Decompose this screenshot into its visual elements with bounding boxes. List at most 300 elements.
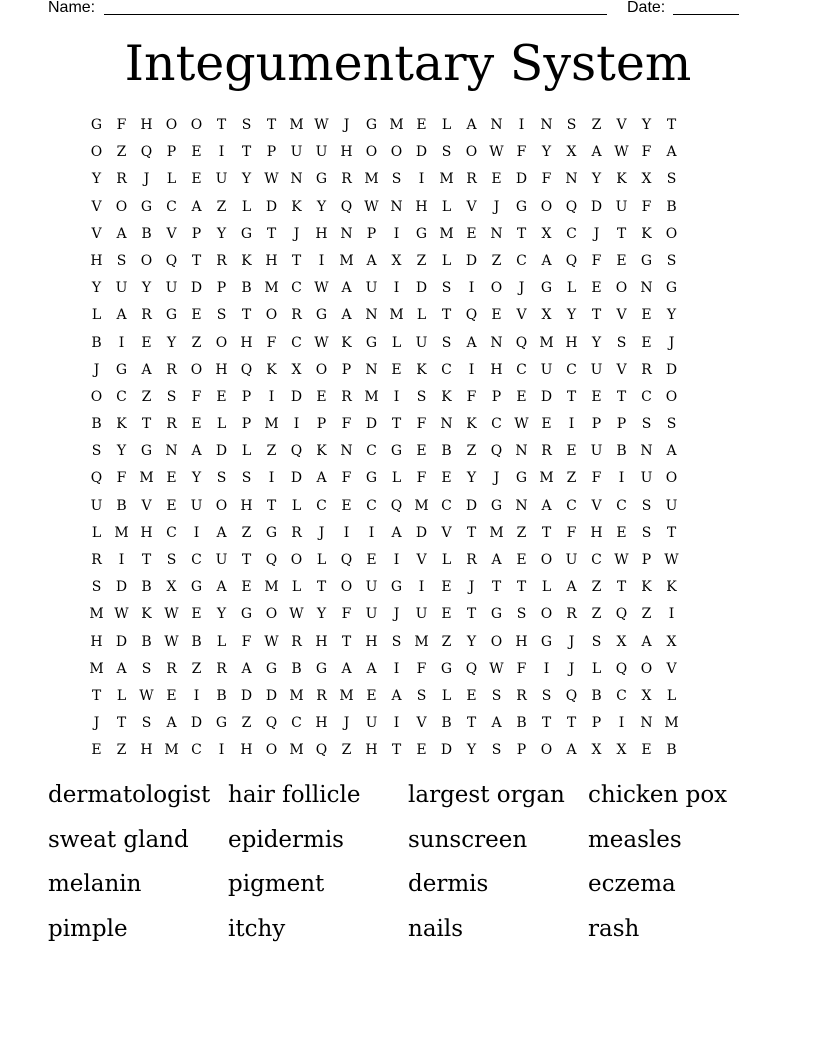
grid-letter: S xyxy=(166,388,177,405)
grid-letter: Z xyxy=(441,633,452,650)
grid-letter: M xyxy=(414,633,429,650)
grid-letter: O xyxy=(90,388,103,405)
grid-letter: T xyxy=(441,307,452,324)
word-list-item: pigment xyxy=(228,871,325,897)
grid-letter: N xyxy=(515,443,528,460)
grid-letter: W xyxy=(664,552,679,568)
grid-letter: V xyxy=(91,198,102,215)
grid-letter: I xyxy=(268,388,275,405)
grid-letter: W xyxy=(264,633,279,650)
grid-letter: T xyxy=(241,307,252,324)
grid-letter: E xyxy=(466,225,477,242)
grid-letter: R xyxy=(166,660,177,677)
grid-letter: H xyxy=(265,252,278,269)
grid-letter: O xyxy=(165,117,178,133)
grid-letter: A xyxy=(366,252,377,269)
grid-letter: D xyxy=(265,198,278,215)
grid-letter: N xyxy=(490,225,503,242)
grid-letter: S xyxy=(216,307,227,324)
grid-letter: S xyxy=(91,443,102,460)
grid-letter: A xyxy=(191,198,202,215)
grid-letter: F xyxy=(641,198,652,215)
grid-letter: Q xyxy=(390,497,403,514)
grid-letter: G xyxy=(515,198,528,215)
grid-letter: A xyxy=(216,579,227,596)
grid-letter: G xyxy=(365,117,378,133)
grid-letter: N xyxy=(365,307,378,324)
grid-letter: Z xyxy=(466,443,477,460)
grid-letter: C xyxy=(116,388,127,405)
grid-letter: Y xyxy=(316,606,327,623)
grid-letter: T xyxy=(566,715,577,732)
grid-letter: Q xyxy=(615,606,628,623)
grid-letter: D xyxy=(665,361,678,378)
grid-row xyxy=(84,602,734,629)
grid-letter: F xyxy=(116,117,127,133)
grid-letter: M xyxy=(164,742,179,759)
grid-row xyxy=(84,303,734,330)
grid-letter: Z xyxy=(566,470,577,487)
grid-letter: O xyxy=(490,280,503,297)
grid-letter: I xyxy=(218,742,225,759)
grid-letter: B xyxy=(91,334,102,351)
grid-letter: W xyxy=(314,117,329,133)
grid-letter: N xyxy=(565,171,578,188)
grid-letter: C xyxy=(291,715,302,732)
grid-letter: V xyxy=(516,307,527,324)
grid-letter: V xyxy=(141,497,152,514)
grid-letter: Y xyxy=(91,280,102,297)
grid-letter: F xyxy=(341,606,352,623)
grid-letter: A xyxy=(666,144,677,161)
grid-letter: E xyxy=(516,388,527,405)
grid-letter: I xyxy=(393,552,400,568)
grid-letter: I xyxy=(268,470,275,487)
grid-row xyxy=(84,466,734,493)
grid-letter: X xyxy=(391,252,402,269)
grid-letter: E xyxy=(416,117,427,133)
date-label: Date: xyxy=(627,0,666,16)
grid-letter: F xyxy=(116,470,127,487)
grid-letter: P xyxy=(191,225,202,242)
grid-letter: I xyxy=(368,524,375,541)
grid-letter: A xyxy=(391,687,402,704)
grid-letter: E xyxy=(191,307,202,324)
grid-letter: I xyxy=(418,171,425,188)
grid-letter: A xyxy=(566,579,577,596)
grid-letter: F xyxy=(241,633,252,650)
grid-letter: H xyxy=(565,334,578,351)
grid-letter: Z xyxy=(591,579,602,596)
grid-letter: I xyxy=(568,416,575,433)
grid-letter: J xyxy=(668,334,675,351)
word-list-item: hair follicle xyxy=(228,782,361,808)
grid-letter: N xyxy=(540,117,553,133)
grid-letter: S xyxy=(641,497,652,514)
grid-letter: S xyxy=(241,117,252,133)
grid-letter: E xyxy=(441,470,452,487)
grid-letter: T xyxy=(266,225,277,242)
word-list-item: rash xyxy=(588,915,640,942)
grid-letter: P xyxy=(266,144,277,161)
grid-letter: G xyxy=(665,280,678,297)
grid-letter: L xyxy=(116,687,127,704)
grid-letter: J xyxy=(593,225,600,242)
grid-letter: Z xyxy=(516,524,527,541)
grid-letter: O xyxy=(615,280,628,297)
grid-letter: V xyxy=(416,552,427,568)
grid-letter: Y xyxy=(116,443,127,460)
grid-letter: D xyxy=(515,171,528,188)
grid-letter: N xyxy=(340,225,353,242)
grid-letter: S xyxy=(666,416,677,433)
grid-letter: E xyxy=(166,497,177,514)
grid-letter: C xyxy=(291,334,302,351)
grid-letter: W xyxy=(614,552,629,568)
grid-letter: T xyxy=(316,579,327,596)
grid-letter: J xyxy=(143,171,150,188)
grid-letter: T xyxy=(191,252,202,269)
grid-letter: D xyxy=(115,633,128,650)
name-label: Name: xyxy=(48,0,96,16)
grid-letter: J xyxy=(568,633,575,650)
grid-letter: A xyxy=(466,334,477,351)
grid-letter: U xyxy=(315,144,328,161)
grid-letter: T xyxy=(666,117,677,133)
grid-letter: C xyxy=(366,443,377,460)
grid-letter: O xyxy=(215,497,228,514)
grid-letter: E xyxy=(466,687,477,704)
grid-letter: A xyxy=(141,361,152,378)
grid-letter: S xyxy=(441,144,452,161)
grid-letter: O xyxy=(315,361,328,378)
grid-letter: O xyxy=(665,470,678,487)
grid-letter: U xyxy=(115,280,128,297)
grid-row xyxy=(84,140,734,167)
grid-letter: M xyxy=(89,606,104,623)
grid-letter: T xyxy=(266,497,277,514)
grid-letter: U xyxy=(590,361,603,378)
grid-letter: W xyxy=(514,416,529,433)
grid-row xyxy=(84,684,734,711)
grid-letter: N xyxy=(365,361,378,378)
grid-letter: U xyxy=(365,715,378,732)
grid-letter: S xyxy=(491,742,502,759)
grid-letter: T xyxy=(466,606,477,623)
grid-letter: E xyxy=(241,579,252,596)
grid-letter: D xyxy=(465,252,478,269)
grid-letter: I xyxy=(468,361,475,378)
grid-letter: M xyxy=(264,280,279,297)
grid-letter: L xyxy=(391,334,402,351)
grid-letter: H xyxy=(365,633,378,650)
grid-letter: X xyxy=(641,687,652,704)
grid-letter: N xyxy=(440,416,453,433)
grid-letter: T xyxy=(541,524,552,541)
grid-letter: D xyxy=(540,388,553,405)
grid-letter: U xyxy=(215,552,228,568)
grid-letter: T xyxy=(591,307,602,324)
grid-letter: Q xyxy=(465,660,478,677)
grid-letter: J xyxy=(518,280,525,297)
grid-letter: L xyxy=(166,171,177,188)
grid-letter: Q xyxy=(165,252,178,269)
grid-letter: S xyxy=(391,171,402,188)
grid-letter: A xyxy=(341,660,352,677)
grid-letter: Z xyxy=(141,388,152,405)
word-list-item: sunscreen xyxy=(408,826,528,853)
grid-letter: I xyxy=(393,388,400,405)
grid-letter: S xyxy=(91,579,102,596)
grid-letter: G xyxy=(140,443,153,460)
grid-letter: X xyxy=(541,225,552,242)
grid-letter: J xyxy=(343,117,350,133)
grid-letter: V xyxy=(591,497,602,514)
grid-letter: M xyxy=(389,307,404,324)
grid-letter: Y xyxy=(466,633,477,650)
grid-letter: J xyxy=(318,524,325,541)
grid-letter: N xyxy=(290,171,303,188)
grid-letter: S xyxy=(416,687,427,704)
grid-letter: F xyxy=(191,388,202,405)
grid-letter: K xyxy=(241,252,252,269)
grid-letter: E xyxy=(491,307,502,324)
grid-letter: U xyxy=(540,361,553,378)
grid-letter: W xyxy=(264,171,279,188)
grid-letter: T xyxy=(516,579,527,596)
grid-letter: R xyxy=(316,687,327,704)
grid-letter: S xyxy=(441,334,452,351)
grid-letter: J xyxy=(293,225,300,242)
grid-letter: P xyxy=(241,416,252,433)
grid-letter: H xyxy=(515,633,528,650)
grid-letter: J xyxy=(393,606,400,623)
grid-letter: C xyxy=(166,198,177,215)
grid-letter: A xyxy=(641,633,652,650)
grid-row xyxy=(84,738,734,765)
grid-letter: L xyxy=(666,687,677,704)
grid-letter: U xyxy=(365,579,378,596)
grid-letter: D xyxy=(465,497,478,514)
grid-letter: I xyxy=(393,715,400,732)
grid-letter: B xyxy=(116,497,127,514)
grid-letter: S xyxy=(116,252,127,269)
grid-letter: O xyxy=(665,388,678,405)
grid-letter: D xyxy=(415,144,428,161)
grid-letter: Y xyxy=(91,171,102,188)
grid-letter: M xyxy=(364,388,379,405)
grid-letter: W xyxy=(364,198,379,215)
grid-letter: O xyxy=(190,361,203,378)
grid-letter: P xyxy=(166,144,177,161)
grid-letter: Y xyxy=(641,117,652,133)
grid-letter: B xyxy=(291,660,302,677)
grid-letter: I xyxy=(543,660,550,677)
grid-letter: G xyxy=(540,633,553,650)
grid-letter: L xyxy=(291,579,302,596)
grid-letter: K xyxy=(641,225,652,242)
grid-letter: P xyxy=(641,552,652,568)
grid-letter: B xyxy=(666,198,677,215)
grid-letter: G xyxy=(240,225,253,242)
grid-letter: W xyxy=(489,660,504,677)
grid-letter: B xyxy=(616,443,627,460)
grid-letter: M xyxy=(289,687,304,704)
grid-letter: A xyxy=(666,443,677,460)
grid-letter: X xyxy=(566,144,577,161)
grid-letter: C xyxy=(566,361,577,378)
grid-letter: K xyxy=(416,361,427,378)
grid-letter: L xyxy=(441,552,452,568)
grid-letter: G xyxy=(165,307,178,324)
grid-letter: E xyxy=(441,579,452,596)
grid-letter: E xyxy=(91,742,102,759)
grid-letter: E xyxy=(641,307,652,324)
grid-letter: F xyxy=(566,524,577,541)
grid-letter: D xyxy=(415,524,428,541)
grid-letter: R xyxy=(291,307,302,324)
grid-letter: E xyxy=(541,416,552,433)
grid-letter: G xyxy=(265,660,278,677)
grid-letter: S xyxy=(166,552,177,568)
grid-letter: U xyxy=(365,280,378,297)
grid-letter: N xyxy=(640,443,653,460)
grid-letter: R xyxy=(566,606,577,623)
grid-letter: R xyxy=(291,524,302,541)
grid-letter: E xyxy=(316,388,327,405)
grid-letter: V xyxy=(91,225,102,242)
grid-letter: P xyxy=(316,416,327,433)
grid-letter: R xyxy=(291,633,302,650)
grid-letter: R xyxy=(641,361,652,378)
grid-letter: S xyxy=(216,470,227,487)
grid-letter: Z xyxy=(416,252,427,269)
grid-letter: Q xyxy=(465,307,478,324)
grid-letter: U xyxy=(90,497,103,514)
grid-letter: D xyxy=(190,280,203,297)
grid-letter: G xyxy=(415,225,428,242)
grid-letter: T xyxy=(516,225,527,242)
grid-letter: G xyxy=(390,579,403,596)
grid-letter: V xyxy=(166,225,177,242)
grid-letter: E xyxy=(591,280,602,297)
grid-letter: I xyxy=(218,144,225,161)
grid-letter: S xyxy=(666,171,677,188)
grid-letter: H xyxy=(240,334,253,351)
grid-letter: C xyxy=(491,416,502,433)
grid-letter: L xyxy=(441,687,452,704)
grid-letter: O xyxy=(640,660,653,677)
grid-letter: F xyxy=(416,470,427,487)
grid-letter: B xyxy=(591,687,602,704)
grid-letter: E xyxy=(366,687,377,704)
grid-letter: O xyxy=(465,144,478,161)
grid-letter: B xyxy=(91,416,102,433)
grid-letter: O xyxy=(540,552,553,568)
grid-row xyxy=(84,276,734,303)
grid-letter: V xyxy=(441,524,452,541)
grid-letter: M xyxy=(339,252,354,269)
grid-letter: M xyxy=(664,715,679,732)
grid-row xyxy=(84,195,734,222)
grid-letter: M xyxy=(364,171,379,188)
grid-letter: M xyxy=(339,687,354,704)
grid-letter: E xyxy=(616,252,627,269)
grid-letter: H xyxy=(340,144,353,161)
grid-letter: N xyxy=(390,198,403,215)
grid-letter: Z xyxy=(216,198,227,215)
grid-letter: E xyxy=(166,470,177,487)
date-blank-line[interactable] xyxy=(673,0,739,15)
grid-letter: C xyxy=(366,497,377,514)
grid-letter: Z xyxy=(266,443,277,460)
grid-letter: B xyxy=(441,715,452,732)
grid-letter: A xyxy=(116,307,127,324)
grid-letter: Q xyxy=(565,198,578,215)
grid-letter: Q xyxy=(90,470,103,487)
grid-letter: E xyxy=(166,687,177,704)
grid-letter: O xyxy=(540,742,553,759)
grid-letter: G xyxy=(640,252,653,269)
grid-letter: A xyxy=(491,715,502,732)
grid-letter: D xyxy=(190,715,203,732)
grid-letter: F xyxy=(341,470,352,487)
grid-letter: N xyxy=(640,280,653,297)
grid-letter: Y xyxy=(216,225,227,242)
grid-letter: S xyxy=(241,470,252,487)
grid-letter: C xyxy=(616,497,627,514)
grid-letter: W xyxy=(289,606,304,623)
grid-letter: A xyxy=(241,660,252,677)
grid-row xyxy=(84,548,734,575)
grid-letter: O xyxy=(340,579,353,596)
grid-letter: A xyxy=(591,144,602,161)
grid-letter: L xyxy=(216,633,227,650)
grid-letter: Z xyxy=(241,524,252,541)
grid-letter: N xyxy=(515,497,528,514)
grid-letter: B xyxy=(141,579,152,596)
grid-letter: R xyxy=(466,552,477,568)
grid-letter: O xyxy=(90,144,103,161)
grid-letter: Z xyxy=(591,117,602,133)
grid-letter: F xyxy=(541,171,552,188)
grid-letter: Y xyxy=(541,144,552,161)
grid-letter: C xyxy=(191,742,202,759)
grid-letter: F xyxy=(416,416,427,433)
grid-letter: X xyxy=(616,633,627,650)
grid-letter: I xyxy=(318,252,325,269)
grid-letter: I xyxy=(193,524,200,541)
grid-letter: E xyxy=(191,606,202,623)
grid-letter: Y xyxy=(141,280,152,297)
grid-letter: Y xyxy=(591,334,602,351)
grid-letter: T xyxy=(141,552,152,568)
grid-letter: H xyxy=(90,252,103,269)
grid-letter: Z xyxy=(341,742,352,759)
grid-letter: E xyxy=(341,497,352,514)
grid-letter: F xyxy=(516,660,527,677)
grid-letter: O xyxy=(190,117,203,133)
grid-letter: I xyxy=(518,117,525,133)
name-blank-line[interactable] xyxy=(104,0,607,15)
grid-letter: I xyxy=(393,225,400,242)
grid-letter: S xyxy=(566,117,577,133)
grid-letter: S xyxy=(141,715,152,732)
grid-letter: D xyxy=(290,388,303,405)
grid-letter: G xyxy=(215,715,228,732)
grid-letter: K xyxy=(266,361,277,378)
grid-letter: U xyxy=(615,198,628,215)
